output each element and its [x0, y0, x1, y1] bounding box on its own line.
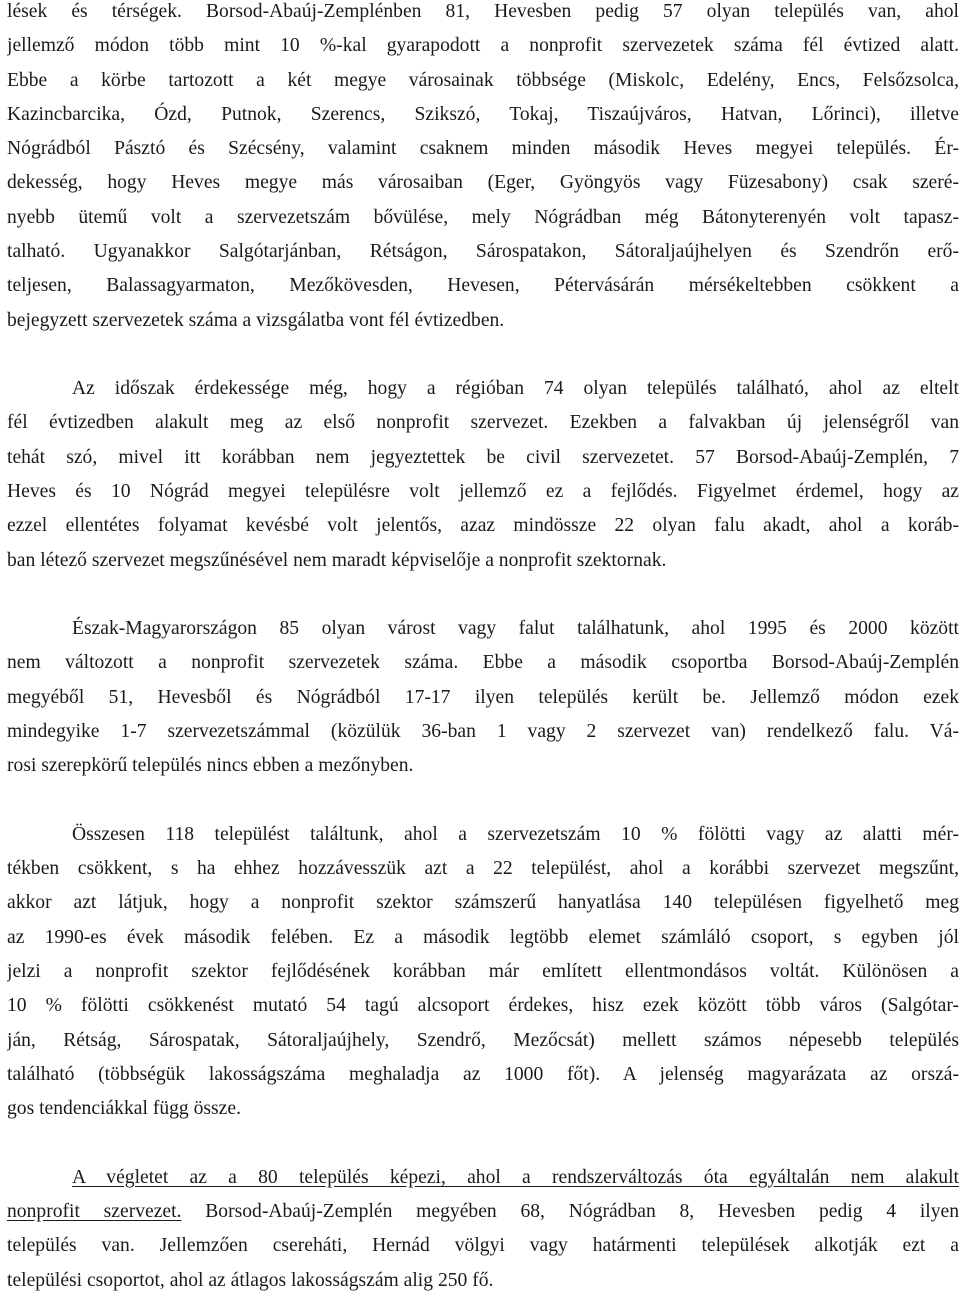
text-line: akkor azt látjuk, hogy a nonprofit szektor számszerű hanyatlása 140 településen figyelhető meg [7, 892, 959, 914]
document-page [7, 0, 959, 1298]
text-line: Kazincbarcika, Ózd, Putnok, Szerencs, Szikszó, Tokaj, Tiszaújváros, Hatvan, Lőrinci), illetve [7, 103, 959, 125]
text-line: gos tendenciákkal függ össze. [7, 1098, 241, 1120]
text-line: bejegyzett szervezetek száma a vizsgálatba vont fél évtizedben. [7, 309, 505, 331]
text-line: Az időszak érdekessége még, hogy a régióban 74 olyan település található, ahol az eltelt [72, 378, 959, 400]
paragraph-4 [7, 818, 959, 1127]
text-line: ban létező szervezet megszűnésével nem maradt képviselője a nonprofit szektornak. [7, 549, 667, 571]
text-line [7, 1195, 959, 1229]
text-line: rosi szerepkörű település nincs ebben a mezőnyben. [7, 755, 414, 777]
text-line: ján, Rétság, Sárospatak, Sátoraljaújhely, Szendrő, Mezőcsát) mellett számos népesebb település [7, 1029, 959, 1051]
text-run: Borsod-Abaúj-Zemplén megyében 68, Nógrádban 8, Hevesben pedig 4 ilyen [181, 1200, 959, 1222]
text-line: megyéből 51, Hevesből és Nógrádból 17-17 ilyen település került be. Jellemző módon ezek [7, 686, 959, 708]
text-line: Összesen 118 települést találtunk, ahol a szervezetszám 10 % fölötti vagy az alatti mér- [72, 823, 959, 845]
text-line: ezzel ellentétes folyamat kevésbé volt jelentős, azaz mindössze 22 olyan falu akadt, ahol a koráb- [7, 515, 959, 537]
text-line: Ebbe a körbe tartozott a két megye városainak többsége (Miskolc, Edelény, Encs, Felsőzsolca, [7, 69, 959, 91]
text-line: nem változott a nonprofit szervezetek száma. Ebbe a második csoportba Borsod-Abaúj-Zemplén [7, 652, 959, 674]
paragraph-gap [7, 784, 959, 818]
text-line [7, 1161, 959, 1195]
text-line: mindegyike 1-7 szervezetszámmal (közülük 36-ban 1 vagy 2 szervezet van) rendelkező falu. Vá- [7, 721, 959, 743]
paragraph-gap [7, 338, 959, 372]
text-line: tehát szó, mivel itt korábban nem jegyeztettek be civil szervezetet. 57 Borsod-Abaúj-Zemplén, 7 [7, 446, 959, 468]
text-line: jellemző módon több mint 10 %-kal gyarapodott a nonprofit szervezetek száma fél évtized alatt. [7, 35, 959, 57]
text-line: tékben csökkent, s ha ehhez hozzávesszük azt a 22 települést, ahol a korábbi szervezet megszűnt, [7, 858, 959, 880]
underlined-text: A végletet az a 80 település képezi, ahol a rendszerváltozás óta egyáltalán nem alakult [72, 1166, 959, 1188]
text-line: jelzi a nonprofit szektor fejlődésének korábban már említett ellentmondásos voltát. Különösen a [7, 960, 959, 982]
text-line: teljesen, Balassagyarmaton, Mezőkövesden, Hevesen, Pétervásárán mérsékeltebben csökkent a [7, 275, 959, 297]
text-line: Észak-Magyarországon 85 olyan várost vagy falut találhatunk, ahol 1995 és 2000 között [72, 618, 959, 640]
paragraph-gap [7, 578, 959, 612]
text-line: talható. Ugyanakkor Salgótarjánban, Rétságon, Sárospatakon, Sátoraljaújhelyen és Szendrőn erő- [7, 241, 959, 263]
text-line: nyebb ütemű volt a szervezetszám bővülése, mely Nógrádban még Bátonyterenyén volt tapasz- [7, 206, 959, 228]
text-line: található (többségük lakosságszáma meghaladja az 1000 főt). A jelenség magyarázata az orszá- [7, 1063, 959, 1085]
text-line: fél évtizedben alakult meg az első nonprofit szervezet. Ezekben a falvakban új jelenségről van [7, 412, 959, 434]
text-line: dekesség, hogy Heves megye más városaiban (Eger, Gyöngyös vagy Füzesabony) csak szeré- [7, 172, 959, 194]
text-line: település van. Jellemzően csereháti, Hernád völgyi vagy határmenti települések alkotják ezt a [7, 1235, 959, 1257]
text-line: lések és térségek. Borsod-Abaúj-Zemplénben 81, Hevesben pedig 57 olyan település van, ahol [7, 1, 959, 22]
paragraph-1 [7, 0, 959, 338]
underlined-text: nonprofit szervezet. [7, 1200, 182, 1222]
text-line: Nógrádból Pásztó és Szécsény, valamint csaknem minden második Heves megyei település. Ér- [7, 138, 959, 160]
paragraph-gap [7, 1126, 959, 1160]
text-line: 10 % fölötti csökkenést mutató 54 tagú alcsoport érdekes, hisz ezek között több város (Salgótar- [7, 995, 959, 1017]
paragraph-5 [7, 1161, 959, 1298]
paragraph-3 [7, 612, 959, 783]
paragraph-2 [7, 372, 959, 578]
text-line: Heves és 10 Nógrád megyei településre volt jellemző ez a fejlődés. Figyelmet érdemel, hogy az [7, 481, 959, 503]
text-line: az 1990-es évek második felében. Ez a második legtöbb elemet számláló csoport, s egyben jól [7, 926, 959, 948]
text-line: települési csoportot, ahol az átlagos lakosságszám alig 250 fő. [7, 1269, 494, 1291]
